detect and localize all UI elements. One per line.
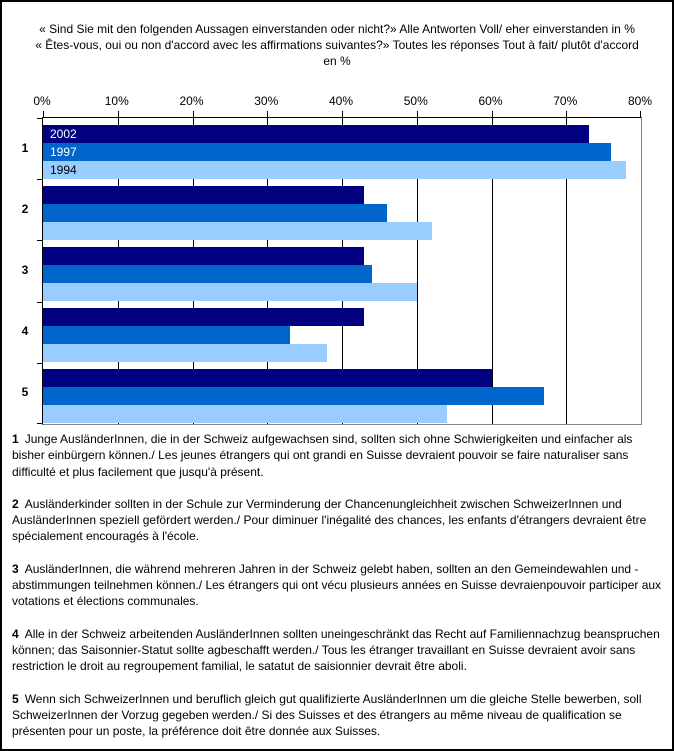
note-4	[12, 626, 664, 675]
note-4-text: Alle in der Schweiz arbeitenden AusländerInnen sollten uneingeschränkt das Recht auf Familiennachzug beanspruchen können; das Saisonnier-Statut sollte agbeschafft werden./ Tous les étranger travaillant en Suisse devraient avoir sans restriction le droit au regroupement familial, le satatut de saisionnier devrait être aboli.	[12, 626, 660, 674]
x-axis-tick-mark	[566, 111, 567, 118]
series-label-2002: 2002	[50, 126, 77, 141]
note-2	[12, 496, 664, 545]
category-label: 5	[21, 385, 29, 399]
x-axis-tick-mark	[193, 111, 194, 118]
note-5-text: Wenn sich SchweizerInnen und beruflich gleich gut qualifizierte AusländerInnen um die gleiche Stelle bewerben, soll SchweizerInnen der Vorzug gegeben werden./ Si des Suisses et des étrangers au même niveau de qualification se présenten pour un poste, la préférence doit être donnée aux Suisses.	[12, 691, 642, 739]
bar-2002-statement-5	[43, 369, 492, 387]
note-1	[12, 431, 664, 480]
x-axis-tick-label: 60%	[478, 94, 503, 108]
series-label-1997: 1997	[50, 144, 77, 159]
bar-1997-statement-3	[43, 265, 372, 283]
statement-notes	[12, 431, 664, 751]
y-axis-tick-mark	[37, 240, 43, 241]
note-1-text: Junge AusländerInnen, die in der Schweiz aufgewachsen sind, sollten sich ohne Schwierigkeiten und einfacher als bisher einbürgern können./ Les jeunes étrangers qui ont grandi en Suisse devraient pouvoir se faire naturaliser sans difficulté et plus facilement que jusqu'à présent.	[12, 432, 633, 479]
note-3-text: AusländerInnen, die während mehreren Jahren in der Schweiz gelebt haben, sollten an den Gemeindewahlen und -abstimmungen teilnehmen können./ Les étrangers qui ont vécu plusieurs années en Suisse devraienpouvoir participer aux votations et élections communales.	[12, 561, 662, 609]
x-axis-tick-label: 0%	[33, 94, 51, 108]
note-4-number: 4	[12, 626, 19, 641]
note-3-number: 3	[12, 561, 19, 576]
chart-title-line-3: en %	[323, 54, 351, 68]
x-axis-tick-mark	[43, 111, 44, 118]
x-axis-tick-label: 10%	[104, 94, 129, 108]
x-axis-tick-mark	[640, 111, 641, 118]
bar-2002-statement-1	[43, 125, 589, 143]
x-axis-tick-mark	[118, 111, 119, 118]
y-axis-tick-mark	[37, 118, 43, 119]
plot-area	[21, 117, 642, 425]
category-label: 3	[21, 263, 29, 277]
x-axis-tick-label: 70%	[553, 94, 578, 108]
category-label: 4	[21, 324, 29, 338]
series-label-1994: 1994	[50, 162, 77, 177]
note-2-number: 2	[12, 496, 19, 511]
bar-2002-statement-4	[43, 308, 364, 326]
bar-1997-statement-1	[43, 143, 611, 161]
note-5-number: 5	[12, 691, 19, 706]
x-axis-tick-mark	[492, 111, 493, 118]
x-axis-tick-mark	[267, 111, 268, 118]
chart-title	[20, 21, 654, 69]
y-axis-tick-mark	[37, 423, 43, 424]
chart-title-line-1: « Sind Sie mit den folgenden Aussagen einverstanden oder nicht?» Alle Antworten Voll/ eher einverstanden in %	[39, 22, 635, 36]
y-axis-tick-mark	[37, 302, 43, 303]
x-axis-tick-mark	[342, 111, 343, 118]
bar-1994-statement-1	[43, 161, 626, 179]
x-axis-labels	[2, 94, 672, 109]
x-axis-tick-label: 40%	[328, 94, 354, 108]
bar-1994-statement-4	[43, 344, 327, 362]
x-axis-tick-label: 20%	[179, 94, 204, 108]
note-1-number: 1	[12, 432, 19, 446]
bar-2002-statement-3	[43, 247, 364, 265]
category-label: 2	[21, 202, 29, 216]
chart-title-line-2: « Êtes-vous, oui ou non d'accord avec les affirmations suivantes?» Toutes les réponses Tout à fait/ plutôt d'accord	[35, 38, 639, 52]
x-axis-tick-label: 80%	[627, 94, 653, 108]
bar-2002-statement-2	[43, 186, 364, 204]
note-5	[12, 691, 664, 740]
bar-1997-statement-4	[43, 326, 290, 344]
x-axis-tick-mark	[417, 111, 418, 118]
x-axis-tick-label: 50%	[403, 94, 428, 108]
x-axis-tick-label: 30%	[254, 94, 279, 108]
note-3	[12, 561, 664, 610]
bar-1994-statement-5	[43, 405, 447, 423]
note-2-text: Ausländerkinder sollten in der Schule zur Verminderung der Chancenungleichheit zwischen SchweizerInnen und AusländerInnen speziell gefördert werden./ Pour diminuer l'inégalité des chances, les enfants d'étrangers devraient être spécialement encouragés à l'école.	[12, 496, 647, 544]
y-axis-tick-mark	[37, 363, 43, 364]
bar-1994-statement-3	[43, 283, 417, 301]
bar-1997-statement-2	[43, 204, 387, 222]
bar-1997-statement-5	[43, 387, 544, 405]
bar-1994-statement-2	[43, 222, 432, 240]
category-label: 1	[21, 141, 29, 155]
y-axis-tick-mark	[37, 179, 43, 180]
